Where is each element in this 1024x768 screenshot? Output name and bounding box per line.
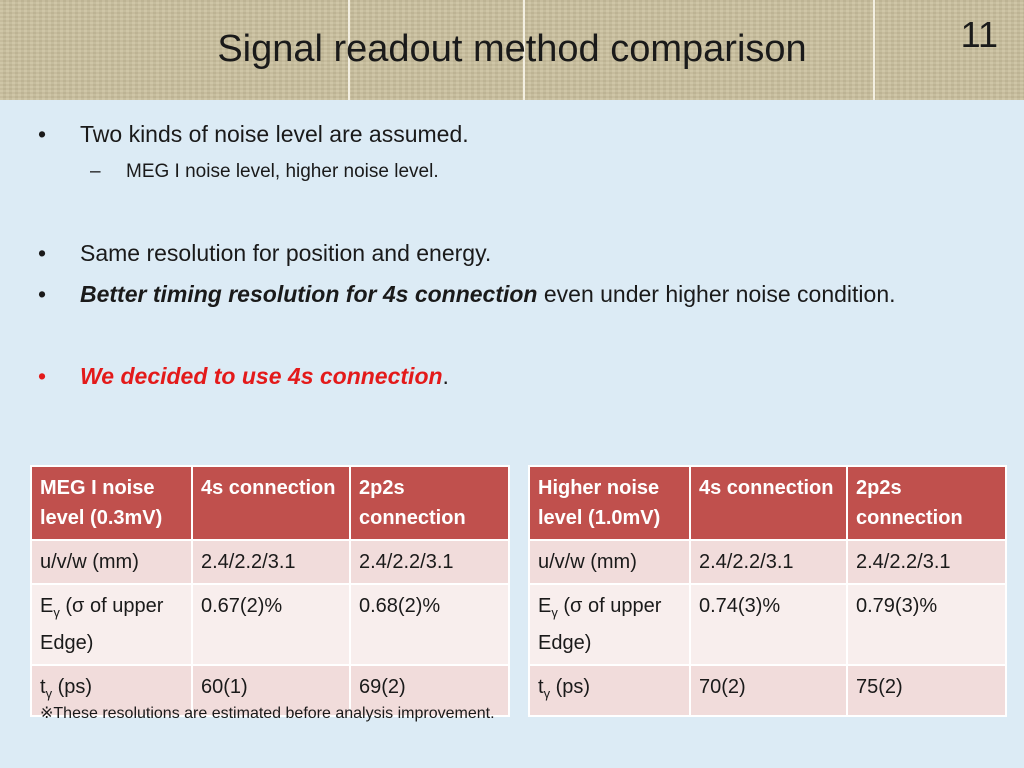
emphasis-text: We decided to use 4s connection (80, 363, 443, 389)
slide-number: 11 (960, 14, 998, 55)
table-cell: 2.4/2.2/3.1 (847, 540, 1006, 584)
table-row (529, 540, 1006, 584)
results-table-higher-noise (528, 465, 1007, 717)
row-label (529, 584, 690, 665)
footnote: ※These resolutions are estimated before analysis improvement. (40, 705, 495, 722)
label-symbol: t (538, 676, 544, 698)
row-label: u/v/w (mm) (31, 540, 192, 584)
bullet-text-rest: even under higher noise condition. (537, 281, 896, 307)
table-row (31, 584, 509, 665)
table-cell: 0.68(2)% (350, 584, 509, 665)
table-header-row (529, 466, 1006, 540)
gamma-subscript: γ (543, 686, 551, 701)
bullet-dot: • (38, 240, 47, 266)
bullet-dot: • (38, 121, 47, 147)
table-row (529, 665, 1006, 716)
label-symbol: t (40, 676, 46, 698)
bullet-text (80, 281, 896, 308)
sub-bullet-text: MEG I noise level, higher noise level. (126, 161, 439, 182)
bullet-dot: • (38, 281, 47, 307)
label-symbol: E (538, 595, 552, 617)
gamma-subscript: γ (551, 605, 558, 620)
label-text: (σ of upper Edge) (538, 595, 662, 654)
row-label: u/v/w (mm) (529, 540, 690, 584)
label-text: (ps) (52, 676, 93, 698)
bullet-text (80, 363, 449, 390)
header-cell: 2p2s connection (350, 466, 509, 540)
table-row (529, 584, 1006, 665)
emphasis-text: Better timing resolution for 4s connection (80, 281, 538, 307)
table-cell: 69(2) (350, 665, 509, 716)
gamma-subscript: γ (53, 605, 60, 620)
bullet-text: Two kinds of noise level are assumed. (80, 121, 469, 147)
header-cell: 4s connection (690, 466, 847, 540)
table-cell: 75(2) (847, 665, 1006, 716)
table-cell: 60(1) (192, 665, 350, 716)
table-cell: 0.74(3)% (690, 584, 847, 665)
table-header-row (31, 466, 509, 540)
bullet-dot: • (38, 363, 47, 389)
table-cell: 2.4/2.2/3.1 (690, 540, 847, 584)
table-cell: 70(2) (690, 665, 847, 716)
bullet-text: Same resolution for position and energy. (80, 240, 492, 266)
gamma-subscript: γ (45, 686, 53, 701)
table-cell: 2.4/2.2/3.1 (192, 540, 350, 584)
slide-title: Signal readout method comparison (217, 28, 807, 70)
header-cell: 2p2s connection (847, 466, 1006, 540)
results-table-meg1 (30, 465, 510, 717)
bullet-text-rest: . (442, 363, 449, 389)
label-text: (ps) (550, 676, 591, 698)
row-label (529, 665, 690, 716)
header-cell: Higher noise level (1.0mV) (529, 466, 690, 540)
label-text: (σ of upper Edge) (40, 595, 164, 654)
table-cell: 0.79(3)% (847, 584, 1006, 665)
table-cell: 0.67(2)% (192, 584, 350, 665)
table-cell: 2.4/2.2/3.1 (350, 540, 509, 584)
header-cell: MEG I noise level (0.3mV) (31, 466, 192, 540)
table-row (31, 540, 509, 584)
row-label (31, 584, 192, 665)
sub-bullet-dash: – (90, 161, 101, 182)
label-symbol: E (40, 595, 54, 617)
header-cell: 4s connection (192, 466, 350, 540)
title-banner (0, 0, 1024, 100)
